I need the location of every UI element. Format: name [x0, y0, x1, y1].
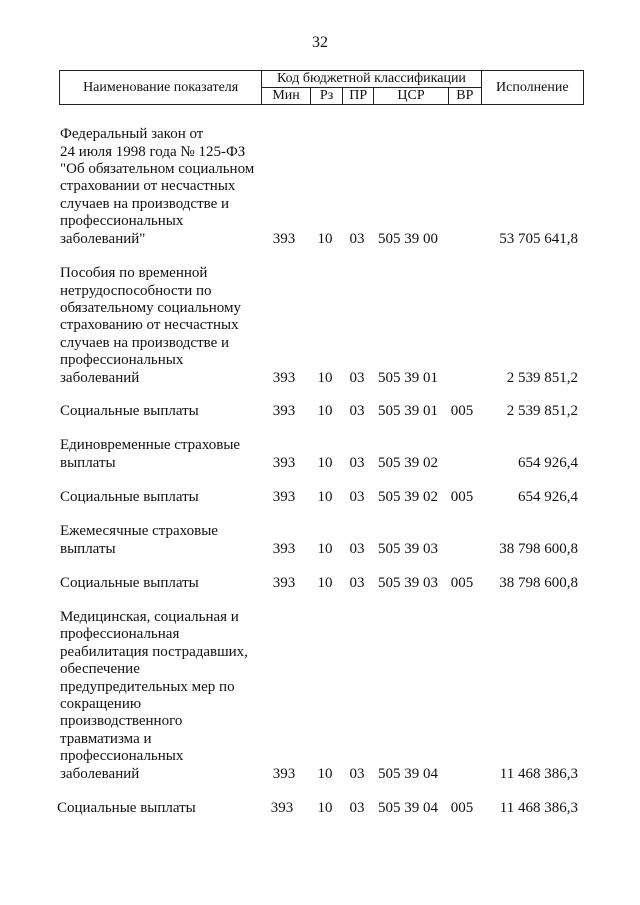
row-pr: 03 — [349, 454, 365, 471]
header-rz: Рз — [310, 88, 343, 105]
row-pr: 03 — [349, 574, 365, 591]
row-name: Социальные выплаты — [60, 488, 199, 505]
header-vr: ВР — [448, 88, 481, 105]
row-pr: 03 — [349, 402, 365, 419]
row-exec: 654 926,4 — [518, 454, 578, 471]
row-pr: 03 — [349, 488, 365, 505]
row-exec: 11 468 386,3 — [499, 765, 578, 782]
row-csr: 505 39 02 — [378, 488, 438, 505]
row-rz: 10 — [317, 799, 333, 816]
row-csr: 505 39 03 — [378, 574, 438, 591]
row-csr: 505 39 04 — [378, 765, 438, 782]
row-min: 393 — [272, 402, 296, 419]
row-name: Медицинская, социальная и профессиональная реабилитация пострадавших, обеспечение предупредительных мер по сокращению производственного травматизма и профессиональных заболеваний — [60, 608, 248, 782]
row-pr: 03 — [349, 230, 365, 247]
table-row — [0, 380, 640, 420]
row-name: Социальные выплаты — [57, 799, 196, 816]
row-pr: 03 — [349, 540, 365, 557]
table-row — [0, 470, 640, 506]
header-exec: Исполнение — [481, 71, 583, 105]
header-pr: ПР — [343, 88, 374, 105]
row-pr: 03 — [349, 369, 365, 386]
row-exec: 2 539 851,2 — [506, 369, 578, 386]
row-name: Единовременные страховые выплаты — [60, 437, 241, 471]
table-row — [0, 126, 640, 248]
table-row — [0, 608, 640, 783]
row-rz: 10 — [317, 574, 333, 591]
row-rz: 10 — [317, 488, 333, 505]
header-min: Мин — [262, 88, 311, 105]
row-exec: 53 705 641,8 — [499, 230, 578, 247]
row-min: 393 — [272, 574, 296, 591]
row-name: Социальные выплаты — [60, 402, 199, 419]
header-name: Наименование показателя — [60, 71, 262, 105]
row-vr: 005 — [450, 402, 474, 419]
row-name: Пособия по временной нетрудоспособности по обязательному социальному страхованию от несчастных случаев на производстве и профессиональных заболеваний — [60, 265, 241, 386]
row-min: 393 — [272, 765, 296, 782]
row-rz: 10 — [317, 540, 333, 557]
table-row — [0, 505, 640, 558]
row-rz: 10 — [317, 765, 333, 782]
row-csr: 505 39 04 — [378, 799, 438, 816]
table-row — [0, 420, 640, 472]
row-pr: 03 — [349, 799, 365, 816]
row-csr: 505 39 03 — [378, 540, 438, 557]
row-name: Ежемесячные страховые выплаты — [60, 523, 218, 557]
row-name: Федеральный закон от 24 июля 1998 года № 125-ФЗ "Об обязательном социальном страховании от несчастных случаев на производстве и профессиональных заболеваний" — [60, 126, 255, 247]
row-csr: 505 39 01 — [378, 369, 438, 386]
row-vr: 005 — [450, 799, 474, 816]
table-row — [0, 555, 640, 592]
row-rz: 10 — [317, 454, 333, 471]
row-vr: 005 — [450, 488, 474, 505]
header-csr: ЦСР — [374, 88, 449, 105]
row-rz: 10 — [317, 369, 333, 386]
row-min: 393 — [272, 488, 296, 505]
page-number: 32 — [312, 34, 328, 51]
row-exec: 2 539 851,2 — [506, 402, 578, 419]
row-csr: 505 39 01 — [378, 402, 438, 419]
row-min: 393 — [270, 799, 294, 816]
row-csr: 505 39 02 — [378, 454, 438, 471]
row-min: 393 — [272, 454, 296, 471]
row-csr: 505 39 00 — [378, 230, 438, 247]
row-exec: 11 468 386,3 — [499, 799, 578, 816]
header-code: Код бюджетной классификации — [262, 71, 481, 88]
row-min: 393 — [272, 540, 296, 557]
row-exec: 654 926,4 — [518, 488, 578, 505]
row-exec: 38 798 600,8 — [499, 574, 578, 591]
row-min: 393 — [272, 369, 296, 386]
row-pr: 03 — [349, 765, 365, 782]
row-rz: 10 — [317, 402, 333, 419]
table-row — [0, 790, 640, 817]
row-min: 393 — [272, 230, 296, 247]
row-exec: 38 798 600,8 — [499, 540, 578, 557]
row-name: Социальные выплаты — [60, 574, 199, 591]
row-vr: 005 — [450, 574, 474, 591]
row-rz: 10 — [317, 230, 333, 247]
